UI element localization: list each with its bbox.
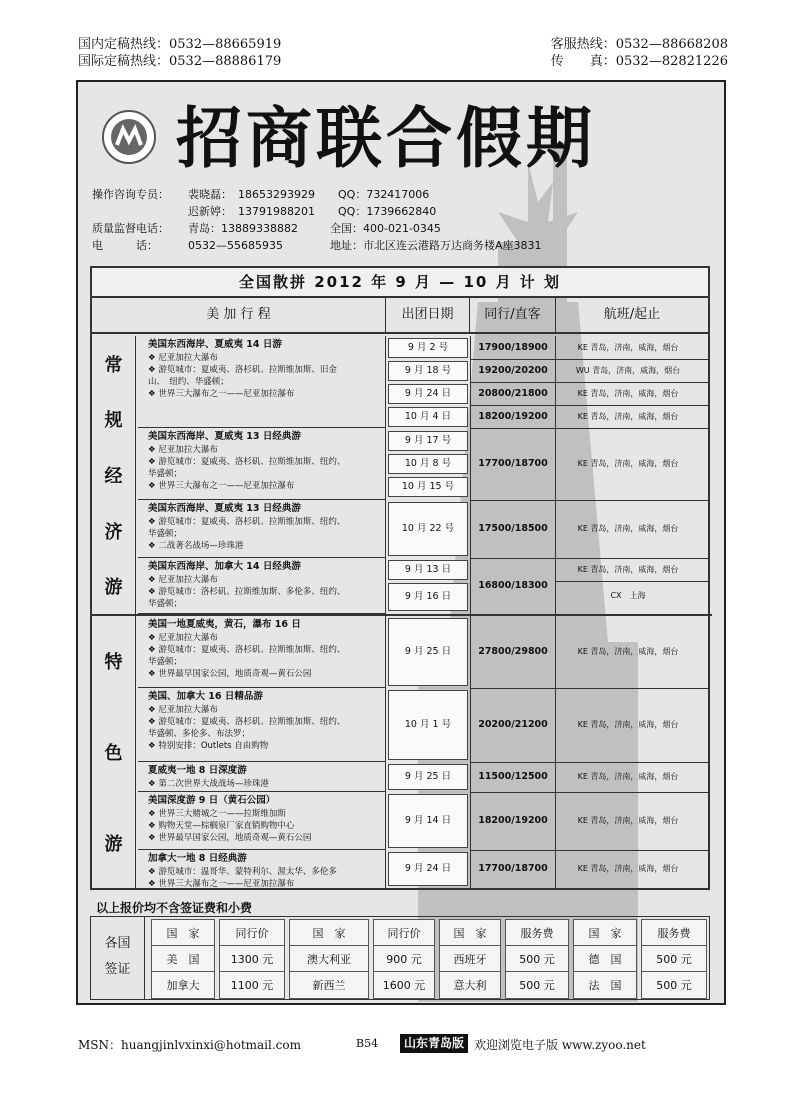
- visa-fee: 1100 元: [219, 971, 285, 999]
- brand-logo: [102, 110, 156, 164]
- visa-header: 国 家: [439, 919, 501, 947]
- quality-label: 质量监督电话：: [92, 222, 169, 235]
- route-item: 美国东西海岸、夏威夷 13 日经典游 ❖ 游览城市：夏威夷、洛杉矶、拉斯维加斯、纽约、 华盛顿； ❖ 二战著名战场—珍珠港: [138, 500, 386, 558]
- visa-fee: 900 元: [373, 945, 435, 973]
- visa-header: 同行价: [373, 919, 435, 947]
- departure-date: 9 月 13 日: [388, 560, 468, 580]
- flight-info: KE 青岛，济南，威海，烟台: [577, 647, 679, 656]
- visa-country: 法 国: [573, 971, 637, 999]
- flight-info: KE 青岛，济南，威海，烟台: [577, 720, 679, 729]
- visa-fee: 500 元: [505, 971, 569, 999]
- price-value: 11500/12500: [470, 762, 556, 792]
- contact-1-phone: 18653293929: [238, 188, 315, 201]
- departure-date: 10 月 22 号: [388, 502, 468, 556]
- visa-country: 加拿大: [151, 971, 215, 999]
- contact-info: [92, 186, 692, 254]
- visa-country: 德 国: [573, 945, 637, 973]
- visa-header: 服务费: [505, 919, 569, 947]
- price-value: 16800/18300: [470, 558, 556, 614]
- route-item: 美国一地夏威夷，黄石，瀑布 16 日 ❖ 尼亚加拉大瀑布 ❖ 游览城市：夏威夷、洛杉矶、拉斯维加斯、纽约、 华盛顿； ❖ 世界最早国家公园，地质奇观—黄石公园: [138, 616, 386, 688]
- tel-label: 电 话：: [92, 239, 158, 252]
- visa-header: 国 家: [151, 919, 215, 947]
- route-item: 加拿大一地 8 日经典游 ❖ 游览城市：温哥华、蒙特利尔、渥太华、多伦多 ❖ 世界三大瀑布之一——尼亚加拉瀑布: [138, 850, 386, 888]
- visa-country: 美 国: [151, 945, 215, 973]
- departure-date: 9 月 24 日: [388, 852, 468, 886]
- tel-number: 0532—55685935: [188, 239, 283, 252]
- departure-date: 9 月 24 日: [388, 384, 468, 404]
- visa-fee: 500 元: [505, 945, 569, 973]
- departure-date: 9 月 2 号: [388, 338, 468, 358]
- departure-date: 9 月 25 日: [388, 618, 468, 686]
- category-regular: 常 规 经 济 游: [92, 336, 136, 614]
- flight-info: KE 青岛，济南，威海，烟台: [577, 343, 679, 352]
- advertisement-frame: [76, 80, 726, 1005]
- visa-country: 意大利: [439, 971, 501, 999]
- contact-1-name: 裴晓磊：: [188, 188, 232, 201]
- departure-date: 9 月 14 日: [388, 794, 468, 848]
- flight-info: CX 上海: [610, 591, 646, 600]
- price-value: 17700/18700: [470, 850, 556, 888]
- brand-title: 招商联合假期: [176, 99, 596, 177]
- international-hotline: 国际定稿热线：0532—88886179: [78, 54, 282, 69]
- flight-info: KE 青岛，济南，威海，烟台: [577, 864, 679, 873]
- price-value: 17900/18900: [470, 336, 556, 359]
- contact-2-name: 迟新婷：: [188, 205, 232, 218]
- category-special: 特 色 游: [92, 616, 136, 888]
- route-item: 夏威夷一地 8 日深度游 ❖ 第二次世界大战战场—珍珠港: [138, 762, 386, 792]
- contact-1-qq: QQ：732417006: [338, 188, 430, 201]
- edition-badge: 山东青岛版: [400, 1034, 468, 1053]
- price-value: 18200/19200: [470, 792, 556, 850]
- flight-info: KE 青岛，济南，威海，烟台: [577, 412, 679, 421]
- visa-country: 新西兰: [289, 971, 369, 999]
- route-item: 美国、加拿大 16 日精品游 ❖ 尼亚加拉大瀑布 ❖ 游览城市：夏威夷、洛杉矶、拉斯维加斯、纽约、 华盛顿、多伦多、布法罗； ❖ 特别安排：Outlets 自由购物: [138, 688, 386, 762]
- visa-label: 各国 签证: [91, 917, 145, 999]
- schedule-header-row: [92, 298, 708, 334]
- price-value: 19200/20200: [470, 359, 556, 382]
- fax-number: 传 真：0532—82821226: [550, 54, 728, 69]
- domestic-hotline: 国内定稿热线：0532—88665919: [78, 37, 282, 52]
- flight-info: KE 青岛，济南，威海，烟台: [577, 565, 679, 574]
- hotline-header: [78, 36, 728, 72]
- departure-date: 10 月 8 号: [388, 454, 468, 474]
- departure-date: 10 月 15 号: [388, 477, 468, 497]
- website-link[interactable]: 欢迎浏览电子版 www.zyoo.net: [474, 1038, 646, 1052]
- visa-fee-table: [90, 916, 710, 1000]
- departure-date: 9 月 25 日: [388, 764, 468, 790]
- price-value: 20800/21800: [470, 382, 556, 405]
- header-route: 美 加 行 程: [92, 298, 386, 332]
- quality-qingdao: 青岛：13889338882: [188, 222, 298, 235]
- consult-label: 操作咨询专员：: [92, 188, 169, 201]
- page-footer: [78, 1032, 728, 1056]
- service-hotline: 客服热线：0532—88668208: [550, 37, 728, 52]
- flight-info: KE 青岛，济南，威海，烟台: [577, 524, 679, 533]
- visa-country: 澳大利亚: [289, 945, 369, 973]
- flight-info: WU 青岛，济南，威海，烟台: [575, 366, 681, 375]
- schedule-title: 全国散拼 2012 年 9 月 — 10 月 计 划: [92, 268, 708, 298]
- visa-header: 国 家: [289, 919, 369, 947]
- page-number: B54: [356, 1037, 379, 1050]
- price-value: 18200/19200: [470, 405, 556, 428]
- contact-2-qq: QQ：1739662840: [338, 205, 437, 218]
- flight-info: KE 青岛，济南，威海，烟台: [577, 459, 679, 468]
- visa-country: 西班牙: [439, 945, 501, 973]
- departure-date: 9 月 16 日: [388, 583, 468, 611]
- price-value: 20200/21200: [470, 688, 556, 762]
- visa-fee: 1300 元: [219, 945, 285, 973]
- header-date: 出团日期: [386, 298, 470, 332]
- visa-fee: 500 元: [641, 971, 707, 999]
- departure-date: 9 月 17 号: [388, 431, 468, 451]
- visa-price-note: 以上报价均不含签证费和小费: [96, 901, 253, 915]
- contact-2-phone: 13791988201: [238, 205, 315, 218]
- route-item: 美国东西海岸、夏威夷 13 日经典游 ❖ 尼亚加拉大瀑布 ❖ 游览城市：夏威夷、洛杉矶、拉斯维加斯、纽约、 华盛顿； ❖ 世界三大瀑布之一——尼亚加拉瀑布: [138, 428, 386, 500]
- route-item: 美国深度游 9 日（黄石公园） ❖ 世界三大赌城之一——拉斯维加斯 ❖ 购物天堂—棕榈泉厂家直销购物中心 ❖ 世界最早国家公园，地质奇观—黄石公园: [138, 792, 386, 850]
- header-price: 同行/直客: [470, 298, 556, 332]
- visa-header: 同行价: [219, 919, 285, 947]
- route-item: 美国东西海岸、夏威夷 14 日游 ❖ 尼亚加拉大瀑布 ❖ 游览城市：夏威夷、洛杉矶、拉斯维加斯、旧金 山、 纽约、华盛顿； ❖ 世界三大瀑布之一——尼亚加拉瀑布: [138, 336, 386, 428]
- departure-date: 9 月 18 号: [388, 361, 468, 381]
- visa-fee: 1600 元: [373, 971, 435, 999]
- price-value: 27800/29800: [470, 616, 556, 688]
- departure-date: 10 月 1 号: [388, 690, 468, 760]
- visa-header: 服务费: [641, 919, 707, 947]
- tour-schedule-table: [90, 266, 710, 890]
- flight-info: KE 青岛，济南，威海，烟台: [577, 816, 679, 825]
- header-flight: 航班/起止: [603, 307, 661, 322]
- price-value: 17500/18500: [470, 500, 556, 558]
- route-item: 美国东西海岸、加拿大 14 日经典游 ❖ 尼亚加拉大瀑布 ❖ 游览城市：洛杉矶、拉斯维加斯、多伦多、纽约、 华盛顿；: [138, 558, 386, 614]
- price-value: 17700/18700: [470, 428, 556, 500]
- flight-info: KE 青岛，济南，威海，烟台: [577, 389, 679, 398]
- msn-contact: MSN：huangjinlvxinxi@hotmail.com: [78, 1038, 301, 1052]
- office-address: 地址：市北区连云港路万达商务楼A座3831: [330, 239, 542, 252]
- quality-national: 全国：400-021-0345: [330, 222, 441, 235]
- m-circle-logo-icon: [109, 117, 149, 157]
- departure-date: 10 月 4 日: [388, 407, 468, 427]
- visa-fee: 500 元: [641, 945, 707, 973]
- flight-info: KE 青岛，济南，威海，烟台: [577, 772, 679, 781]
- visa-header: 国 家: [573, 919, 637, 947]
